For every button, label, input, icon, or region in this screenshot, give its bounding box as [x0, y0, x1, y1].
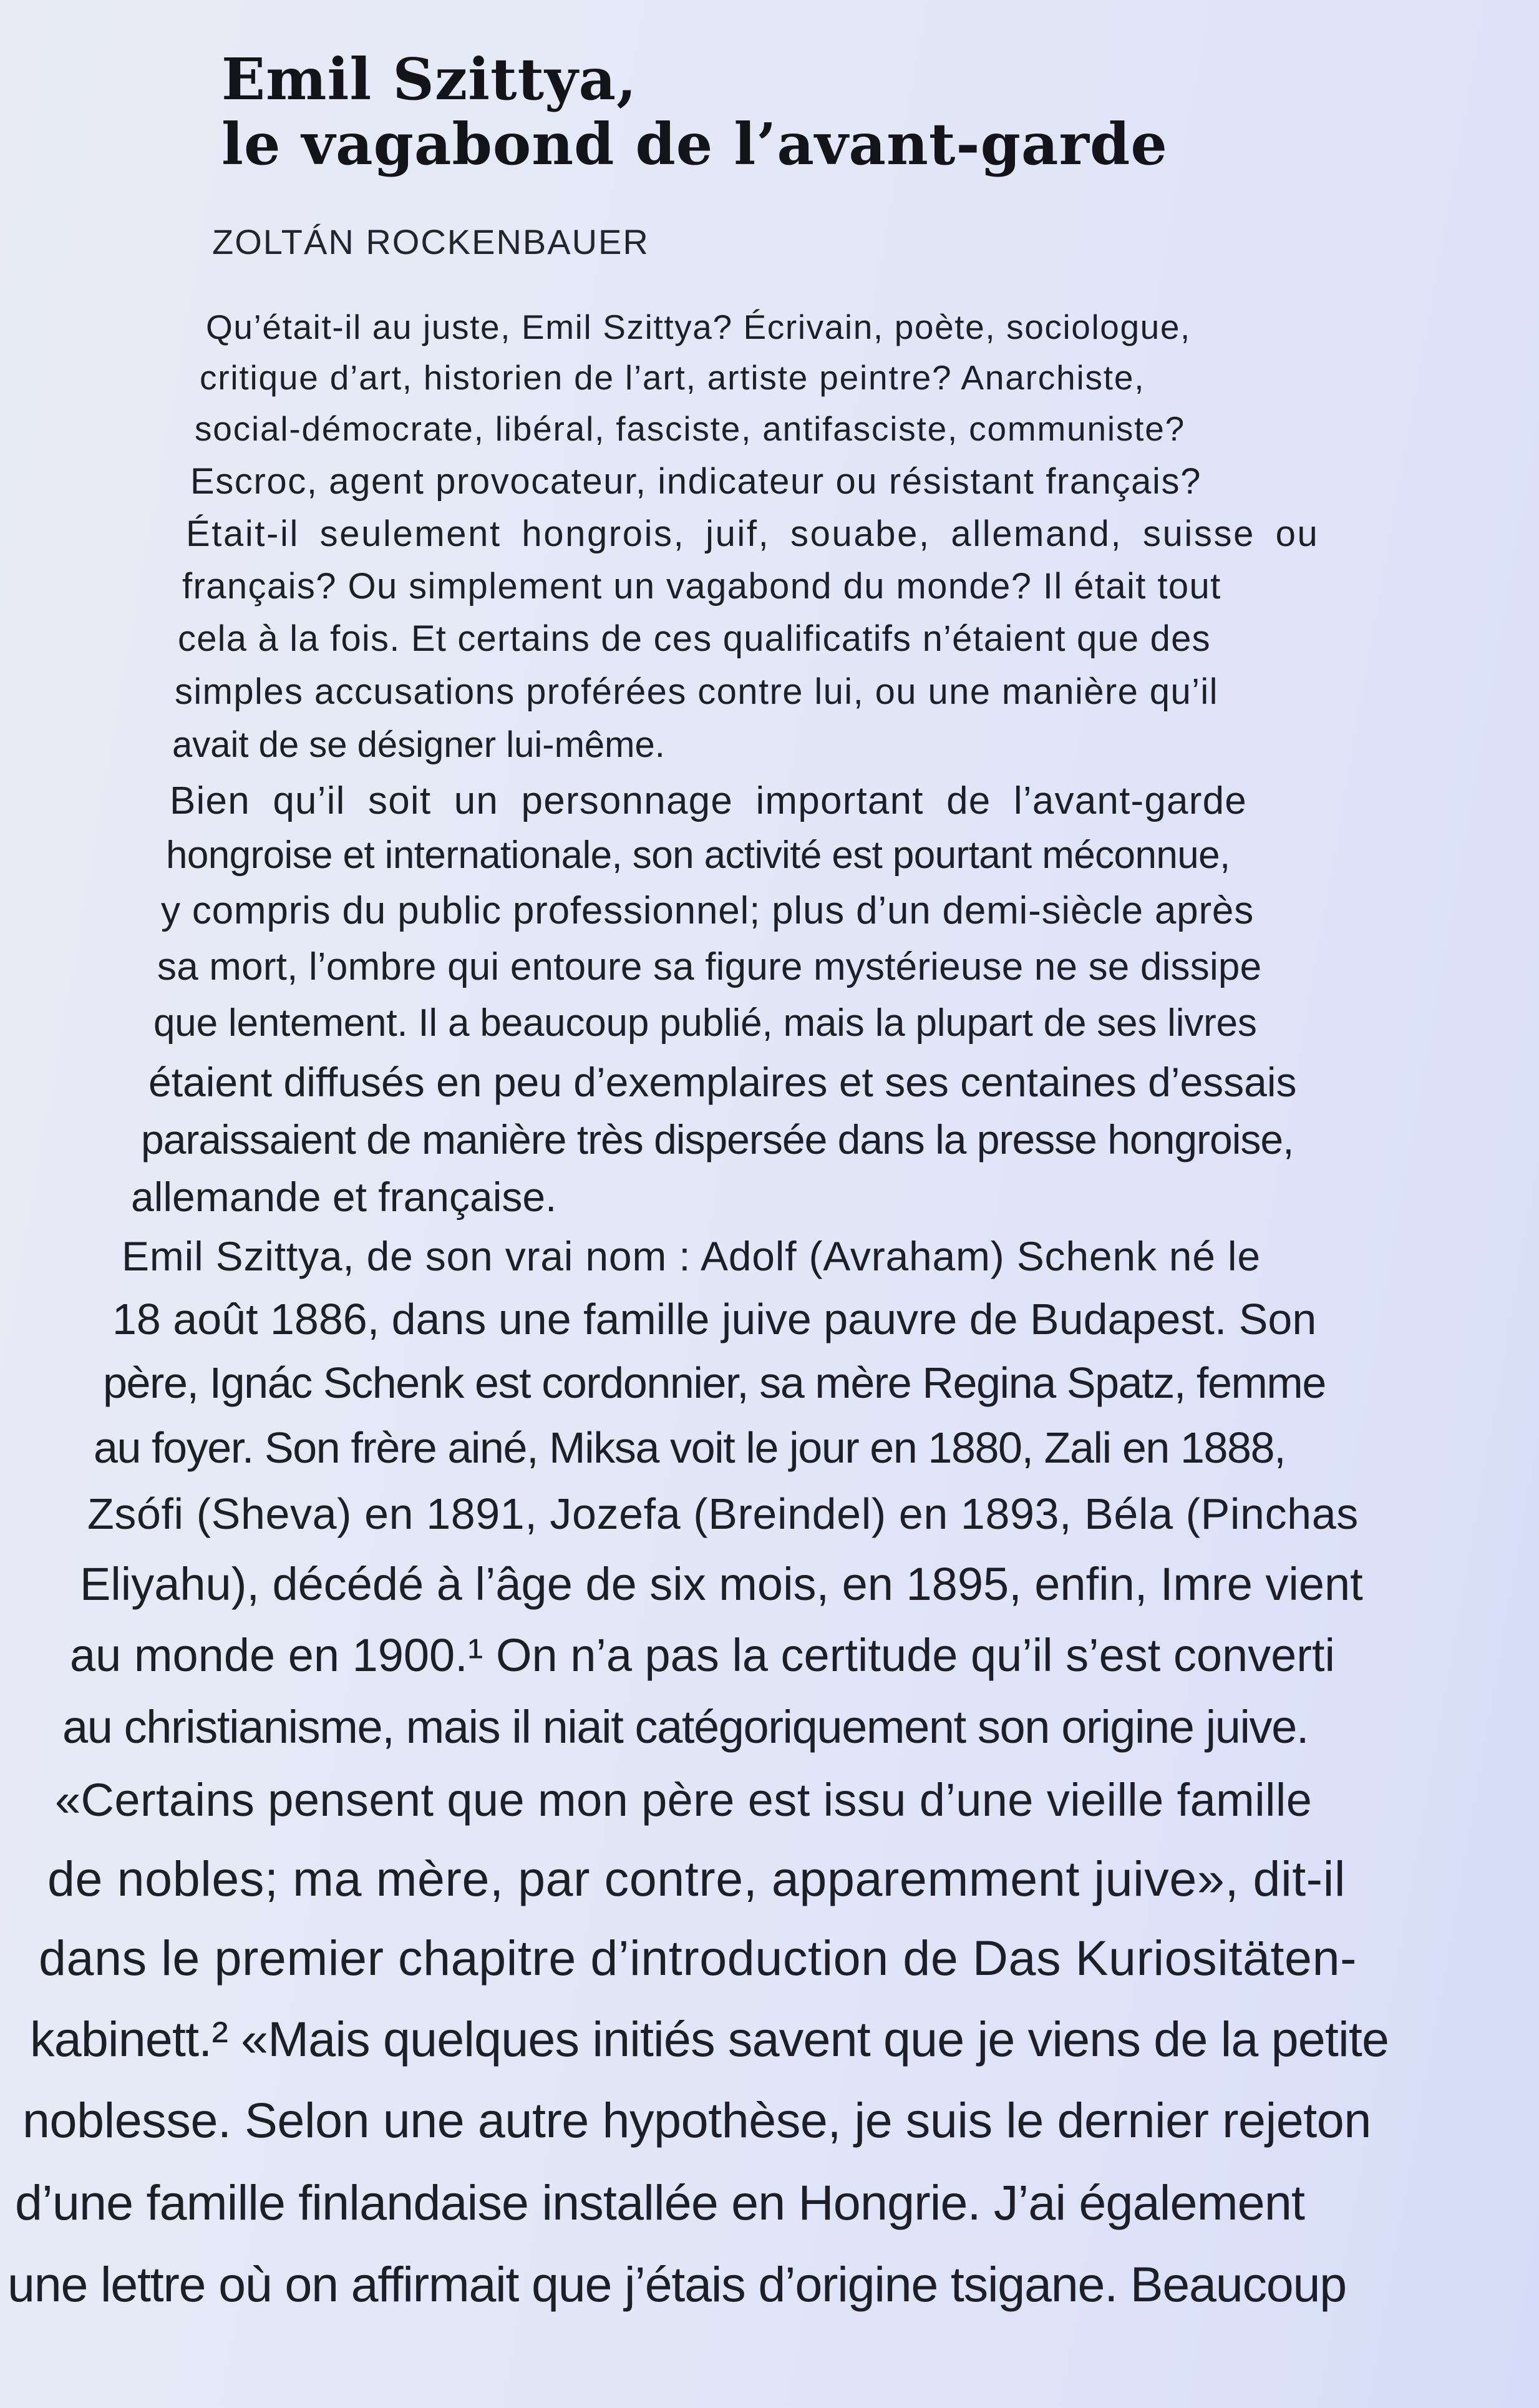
body-line-31: d’une famille finlandaise installée en Hongrie. J’ai également — [15, 2175, 1305, 2230]
body-line-16: paraissaient de manière très dispersée dans la presse hongroise, — [141, 1116, 1294, 1163]
body-line-32: une lettre où on affirmait que j’étais d’origine tsigane. Beaucoup — [7, 2256, 1346, 2312]
body-line-8: simples accusations proférées contre lui, ou une manière qu’il — [175, 671, 1218, 712]
body-line-23: Eliyahu), décédé à l’âge de six mois, en 1895, enfin, Imre vient — [80, 1558, 1363, 1610]
body-line-7: cela à la fois. Et certains de ces qualificatifs n’étaient que des — [178, 618, 1211, 659]
body-line-17: allemande et française. — [131, 1174, 557, 1220]
article-title — [221, 47, 1168, 177]
body-line-11: hongroise et internationale, son activité est pourtant méconnue, — [166, 834, 1230, 877]
body-line-6: français? Ou simplement un vagabond du monde? Il était tout — [182, 566, 1221, 607]
body-line-1: Qu’était-il au juste, Emil Szittya? Écrivain, poète, sociologue, — [206, 308, 1191, 346]
title-line-2: le vagabond de l’avant-garde — [221, 110, 1168, 178]
body-line-14: que lentement. Il a beaucoup publié, mais la plupart de ses livres — [153, 1002, 1257, 1045]
body-line-24: au monde en 1900.¹ On n’a pas la certitude qu’il s’est converti — [70, 1629, 1335, 1681]
body-line-18: Emil Szittya, de son vrai nom : Adolf (Avraham) Schenk né le — [122, 1233, 1261, 1279]
body-line-26: «Certains pensent que mon père est issu d’une vieille famille — [55, 1774, 1313, 1826]
body-line-12: y compris du public professionnel; plus d’un demi-siècle après — [161, 889, 1254, 932]
body-line-22: Zsófi (Sheva) en 1891, Jozefa (Breindel) en 1893, Béla (Pinchas — [87, 1489, 1359, 1538]
title-line-1: Emil Szittya, — [221, 46, 638, 113]
body-line-10: Bien qu’il soit un personnage important de l’avant-garde — [170, 779, 1247, 822]
body-line-29: kabinett.² «Mais quelques initiés savent que je viens de la petite — [30, 2011, 1389, 2067]
body-line-19: 18 août 1886, dans une famille juive pauvre de Budapest. Son — [112, 1295, 1317, 1343]
body-line-4: Escroc, agent provocateur, indicateur ou résistant français? — [190, 461, 1202, 502]
body-line-9: avait de se désigner lui-même. — [172, 724, 665, 765]
body-line-15: étaient diffusés en peu d’exemplaires et ses centaines d’essais — [148, 1059, 1297, 1105]
body-line-13: sa mort, l’ombre qui entoure sa figure mystérieuse ne se dissipe — [157, 945, 1262, 988]
body-line-3: social-démocrate, libéral, fasciste, antifasciste, communiste? — [195, 409, 1186, 448]
body-line-20: père, Ignác Schenk est cordonnier, sa mère Regina Spatz, femme — [103, 1358, 1326, 1407]
body-line-5: Était-il seulement hongrois, juif, souabe, allemand, suisse ou — [186, 514, 1319, 554]
body-line-30: noblesse. Selon une autre hypothèse, je suis le dernier rejeton — [22, 2092, 1371, 2148]
body-line-21: au foyer. Son frère ainé, Miksa voit le jour en 1880, Zali en 1888, — [94, 1423, 1286, 1472]
body-line-25: au christianisme, mais il niait catégoriquement son origine juive. — [62, 1701, 1309, 1753]
body-line-2: critique d’art, historien de l’art, artiste peintre? Anarchiste, — [200, 358, 1145, 397]
body-line-27: de nobles; ma mère, par contre, apparemment juive», dit-il — [47, 1851, 1346, 1906]
body-line-28: dans le premier chapitre d’introduction de Das Kuriositäten- — [39, 1930, 1357, 1986]
author-name: ZOLTÁN ROCKENBAUER — [212, 222, 649, 261]
